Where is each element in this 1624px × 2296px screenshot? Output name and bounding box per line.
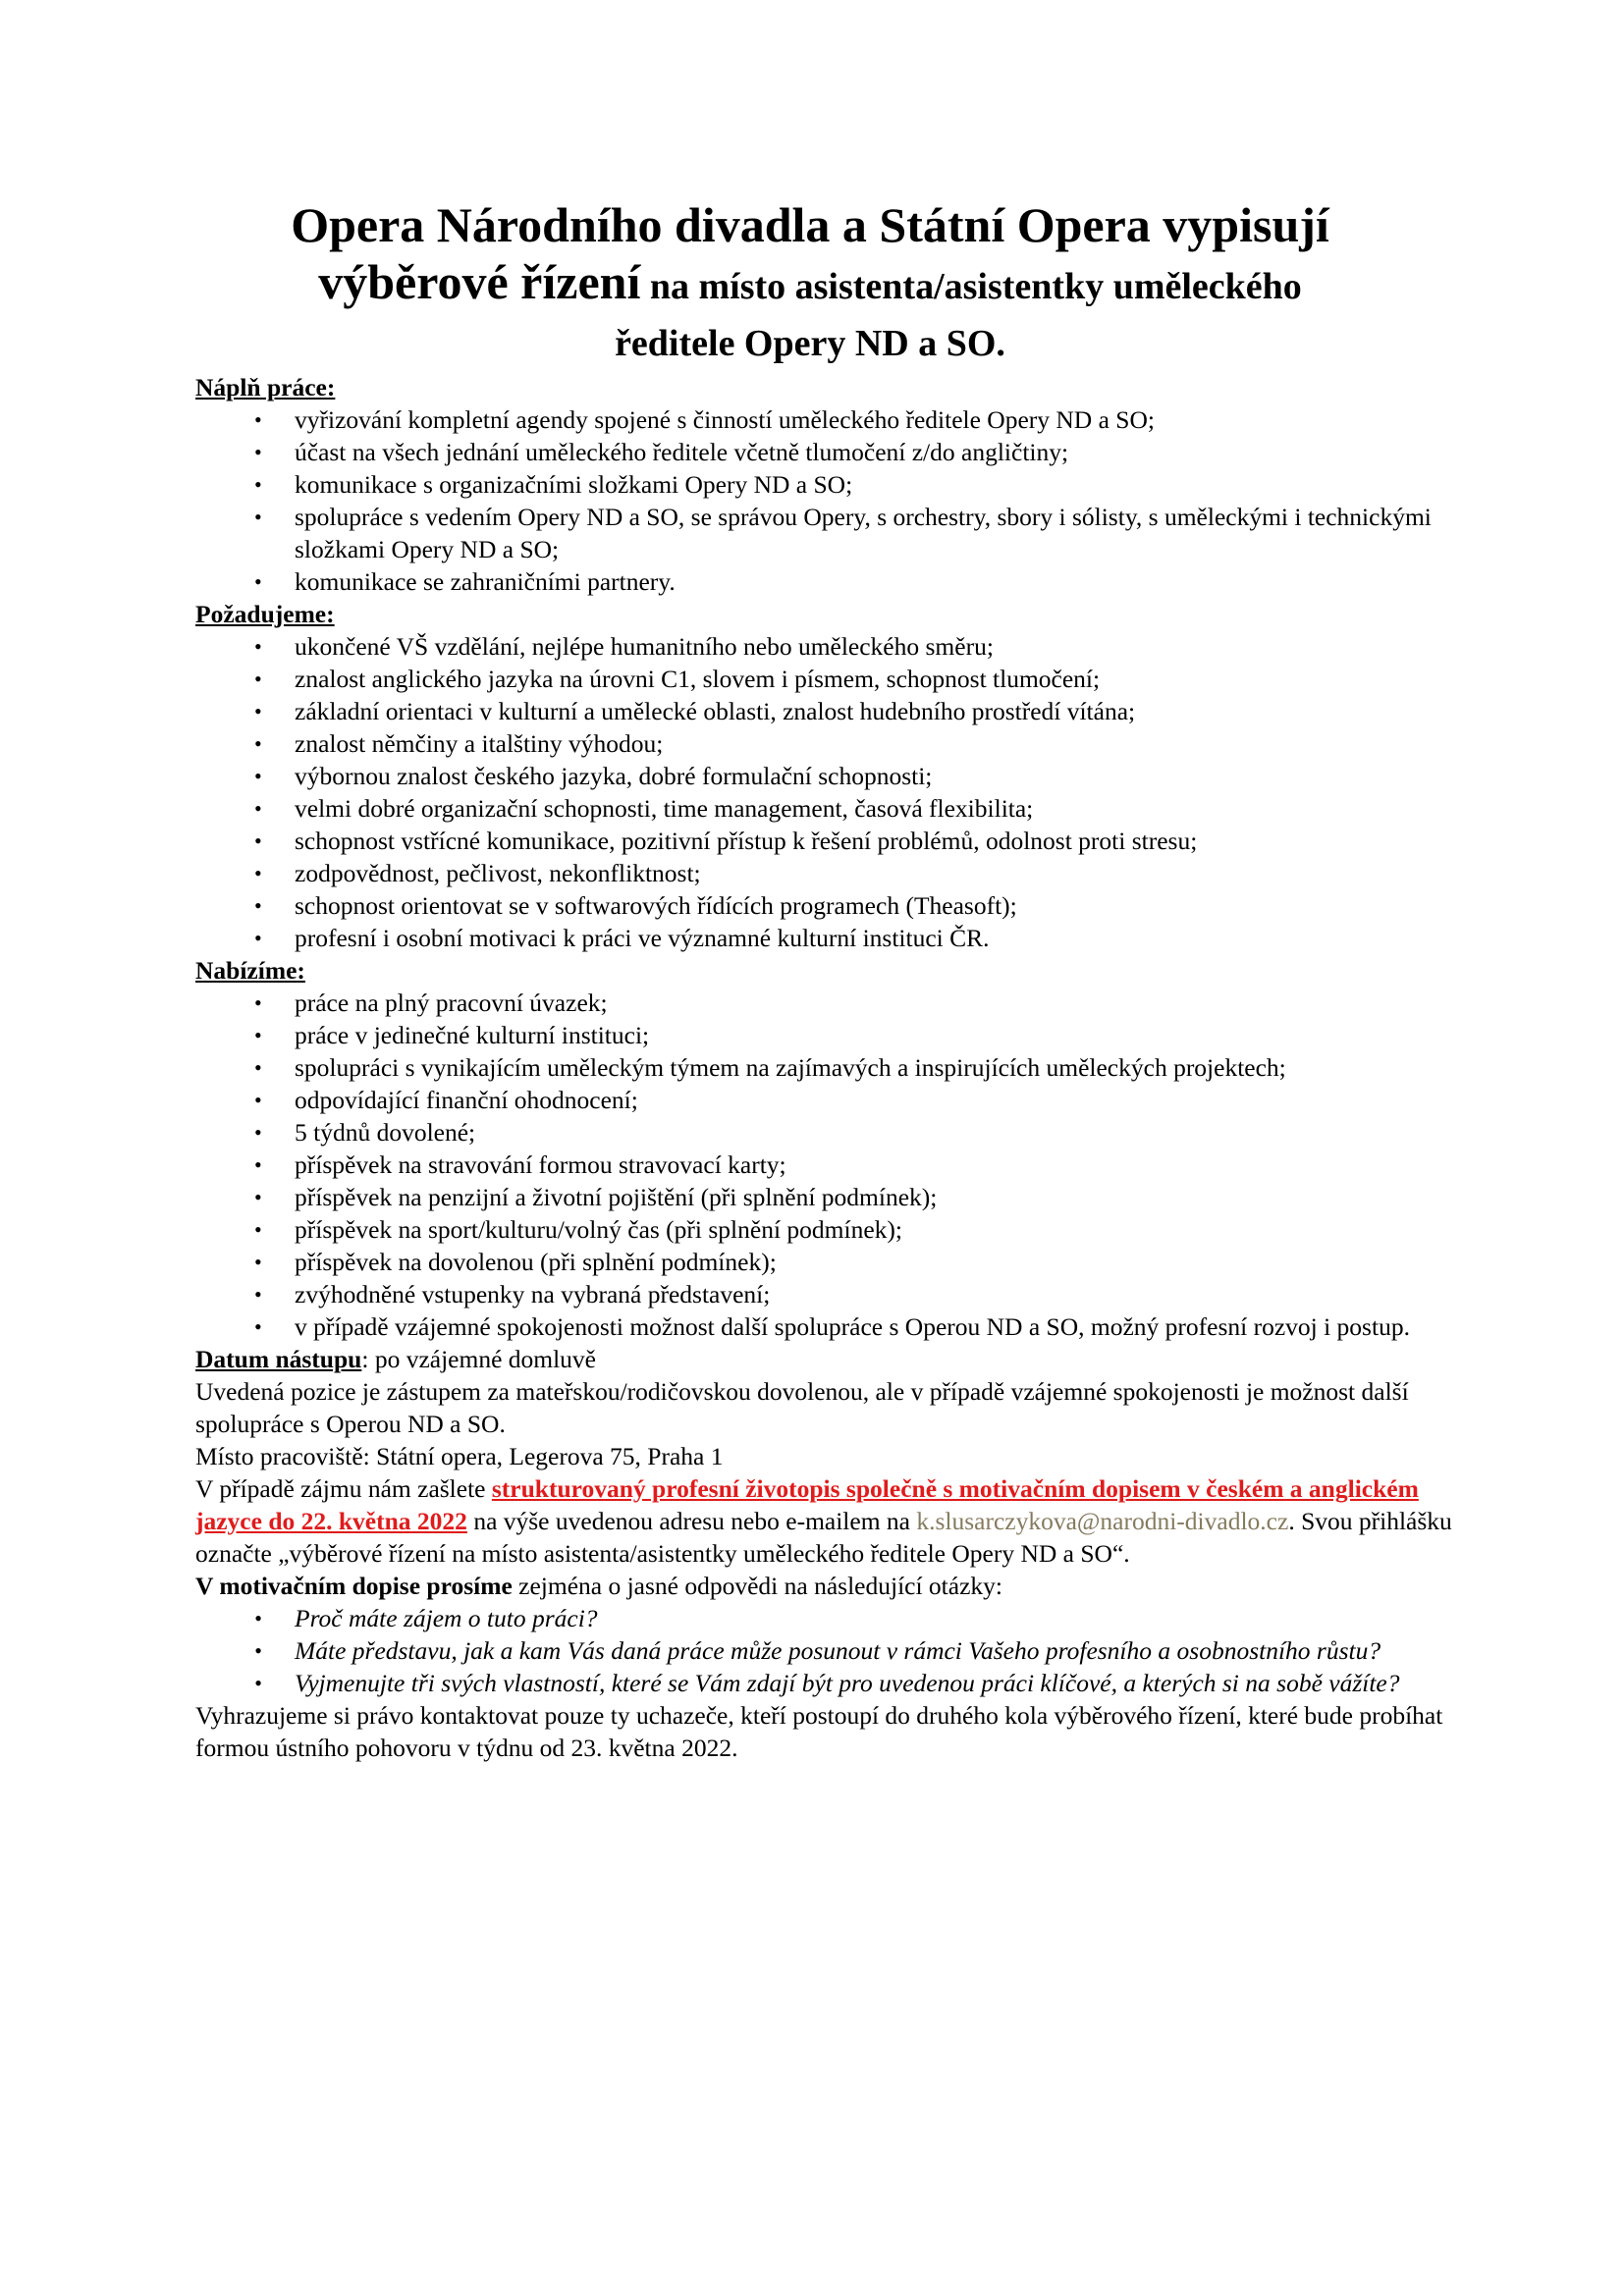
list-item	[195, 792, 1512, 825]
bullet-icon: •	[254, 440, 262, 464]
application-instructions	[195, 1472, 1452, 1570]
list-item-text: zvýhodněné vstupenky na vybraná představení;	[295, 1280, 771, 1308]
bullet-icon: •	[254, 1606, 262, 1630]
list-item	[195, 403, 1512, 436]
bullet-icon: •	[254, 861, 262, 885]
list-item	[195, 501, 1512, 565]
list-item	[195, 1602, 1512, 1634]
list-item-text: práce v jedinečné kulturní instituci;	[295, 1021, 650, 1049]
list-item	[195, 857, 1512, 889]
bullet-icon: •	[254, 407, 262, 432]
list-item	[195, 1278, 1512, 1310]
list-item-text: schopnost orientovat se v softwarových řídících programech (Theasoft);	[295, 891, 1017, 920]
title-line-3: ředitele Opery ND a SO.	[615, 323, 1005, 364]
list-naplne	[195, 403, 1452, 598]
bullet-icon: •	[254, 893, 262, 918]
bullet-icon: •	[254, 1282, 262, 1307]
list-item-text: příspěvek na penzijní a životní pojištění (při splnění podmínek);	[295, 1183, 938, 1211]
list-item	[195, 889, 1512, 922]
application-text-3: . Svou přihlášku označte „výběrové řízení na místo asistenta/asistentky uměleckého ředitele Opery ND a SO“.	[195, 1507, 1452, 1568]
list-item	[195, 1051, 1512, 1084]
list-item-text: práce na plný pracovní úvazek;	[295, 988, 608, 1017]
list-item	[195, 1667, 1512, 1699]
bullet-icon: •	[254, 472, 262, 497]
start-date-label: Datum nástupu	[195, 1345, 362, 1373]
bullet-icon: •	[254, 1055, 262, 1080]
list-item	[195, 1148, 1512, 1181]
section-heading-pozadujeme: Požadujeme:	[195, 600, 335, 628]
bullet-icon: •	[254, 634, 262, 659]
start-date-value: : po vzájemné domluvě	[361, 1345, 596, 1373]
list-item-text: velmi dobré organizační schopnosti, time management, časová flexibilita;	[295, 794, 1034, 823]
title-line-2-rest: na místo asistenta/asistentky uměleckého	[640, 266, 1302, 307]
list-item	[195, 1634, 1512, 1667]
start-date	[195, 1343, 1452, 1375]
document-body	[195, 371, 1452, 1764]
position-note: Uvedená pozice je zástupem za mateřskou/rodičovskou dovolenou, ale v případě vzájemné spokojenosti je možnost další spolupráce s Operou ND a SO.	[195, 1377, 1409, 1438]
bullet-icon: •	[254, 926, 262, 950]
bullet-icon: •	[254, 667, 262, 691]
bullet-icon: •	[254, 1671, 262, 1695]
application-requirement: strukturovaný profesní životopis společně s motivačním dopisem v českém a anglickém jazyce do 22. května 2022	[195, 1474, 1419, 1535]
bullet-icon: •	[254, 1088, 262, 1112]
list-item-text: příspěvek na stravování formou stravovací karty;	[295, 1150, 786, 1179]
application-text-1: V případě zájmu nám zašlete	[195, 1474, 492, 1503]
list-item-text: příspěvek na sport/kulturu/volný čas (při splnění podmínek);	[295, 1215, 902, 1244]
bullet-icon: •	[254, 764, 262, 788]
bullet-icon: •	[254, 990, 262, 1015]
bullet-icon: •	[254, 1152, 262, 1177]
bullet-icon: •	[254, 1250, 262, 1274]
motivation-intro-rest: zejména o jasné odpovědi na následující otázky:	[512, 1572, 1002, 1600]
title-line-1: Opera Národního divadla a Státní Opera vypisují	[291, 197, 1329, 252]
workplace: Místo pracoviště: Státní opera, Legerova 75, Praha 1	[195, 1442, 724, 1470]
bullet-icon: •	[254, 1314, 262, 1339]
list-item	[195, 565, 1512, 598]
application-text-2: na výše uvedenou adresu nebo e-mailem na	[466, 1507, 917, 1535]
list-item-text: Proč máte zájem o tuto práci?	[295, 1604, 598, 1632]
list-pozadujeme	[195, 630, 1452, 954]
list-nabizime	[195, 987, 1452, 1343]
list-motivation-questions	[195, 1602, 1452, 1699]
list-item	[195, 1310, 1512, 1343]
list-item-text: spolupráce s vedením Opery ND a SO, se správou Opery, s orchestry, sbory i sólisty, s uměleckými i technickými složkami Opery ND a SO;	[295, 503, 1432, 563]
bullet-icon: •	[254, 828, 262, 853]
list-item	[195, 1213, 1512, 1246]
list-item-text: ukončené VŠ vzdělání, nejlépe humanitního nebo uměleckého směru;	[295, 632, 994, 661]
bullet-icon: •	[254, 1023, 262, 1047]
bullet-icon: •	[254, 699, 262, 723]
title-line-2-emphasis: výběrové řízení	[318, 254, 641, 309]
list-item	[195, 695, 1512, 727]
list-item	[195, 825, 1512, 857]
bullet-icon: •	[254, 1217, 262, 1242]
motivation-intro-bold: V motivačním dopise prosíme	[195, 1572, 513, 1600]
list-item	[195, 760, 1512, 792]
section-heading-nabizime: Nabízíme:	[195, 956, 305, 985]
list-item-text: komunikace s organizačními složkami Opery ND a SO;	[295, 470, 853, 499]
list-item	[195, 1181, 1512, 1213]
list-item-text: účast na všech jednání uměleckého ředitele včetně tlumočení z/do angličtiny;	[295, 438, 1069, 466]
list-item	[195, 1246, 1512, 1278]
list-item-text: profesní i osobní motivaci k práci ve významné kulturní instituci ČR.	[295, 924, 990, 952]
list-item-text: vyřizování kompletní agendy spojené s činností uměleckého ředitele Opery ND a SO;	[295, 405, 1155, 434]
list-item	[195, 436, 1512, 468]
list-item-text: základní orientaci v kulturní a umělecké oblasti, znalost hudebního prostředí vítána;	[295, 697, 1136, 725]
list-item-text: odpovídající finanční ohodnocení;	[295, 1086, 638, 1114]
bullet-icon: •	[254, 731, 262, 756]
list-item-text: v případě vzájemné spokojenosti možnost další spolupráce s Operou ND a SO, možný profesní rozvoj i postup.	[295, 1312, 1410, 1341]
list-item-text: spolupráci s vynikajícím uměleckým týmem na zajímavých a inspirujících uměleckých projektech;	[295, 1053, 1286, 1082]
section-heading-naplne: Náplň práce:	[195, 373, 336, 401]
bullet-icon: •	[254, 569, 262, 594]
list-item	[195, 630, 1512, 663]
list-item-text: Máte představu, jak a kam Vás daná práce může posunout v rámci Vašeho profesního a osobnostního růstu?	[295, 1636, 1381, 1665]
list-item	[195, 1084, 1512, 1116]
list-item-text: 5 týdnů dovolené;	[295, 1118, 476, 1147]
bullet-icon: •	[254, 1638, 262, 1663]
list-item	[195, 987, 1512, 1019]
bullet-icon: •	[254, 1120, 262, 1145]
bullet-icon: •	[254, 796, 262, 821]
email-link[interactable]: k.slusarczykova@narodni-divadlo.cz	[916, 1507, 1289, 1535]
list-item	[195, 922, 1512, 954]
list-item-text: znalost němčiny a italštiny výhodou;	[295, 729, 664, 758]
list-item	[195, 1019, 1512, 1051]
list-item	[195, 727, 1512, 760]
list-item-text: schopnost vstřícné komunikace, pozitivní přístup k řešení problémů, odolnost proti stresu;	[295, 827, 1198, 855]
list-item-text: znalost anglického jazyka na úrovni C1, slovem i písmem, schopnost tlumočení;	[295, 665, 1101, 693]
closing-note: Vyhrazujeme si právo kontaktovat pouze ty uchazeče, kteří postoupí do druhého kola výběrového řízení, které bude probíhat formou ústního pohovoru v týdnu od 23. května 2022.	[195, 1701, 1443, 1762]
list-item	[195, 1116, 1512, 1148]
list-item-text: Vyjmenujte tři svých vlastností, které se Vám zdají být pro uvedenou práci klíčové, a kterých si na sobě vážíte?	[295, 1669, 1400, 1697]
list-item	[195, 663, 1512, 695]
list-item-text: komunikace se zahraničními partnery.	[295, 567, 676, 596]
bullet-icon: •	[254, 505, 262, 529]
list-item	[195, 468, 1512, 501]
page-title	[177, 196, 1443, 372]
list-item-text: příspěvek na dovolenou (při splnění podmínek);	[295, 1248, 777, 1276]
list-item-text: výbornou znalost českého jazyka, dobré formulační schopnosti;	[295, 762, 933, 790]
motivation-intro	[195, 1570, 1452, 1602]
list-item-text: zodpovědnost, pečlivost, nekonfliktnost;	[295, 859, 701, 887]
bullet-icon: •	[254, 1185, 262, 1209]
